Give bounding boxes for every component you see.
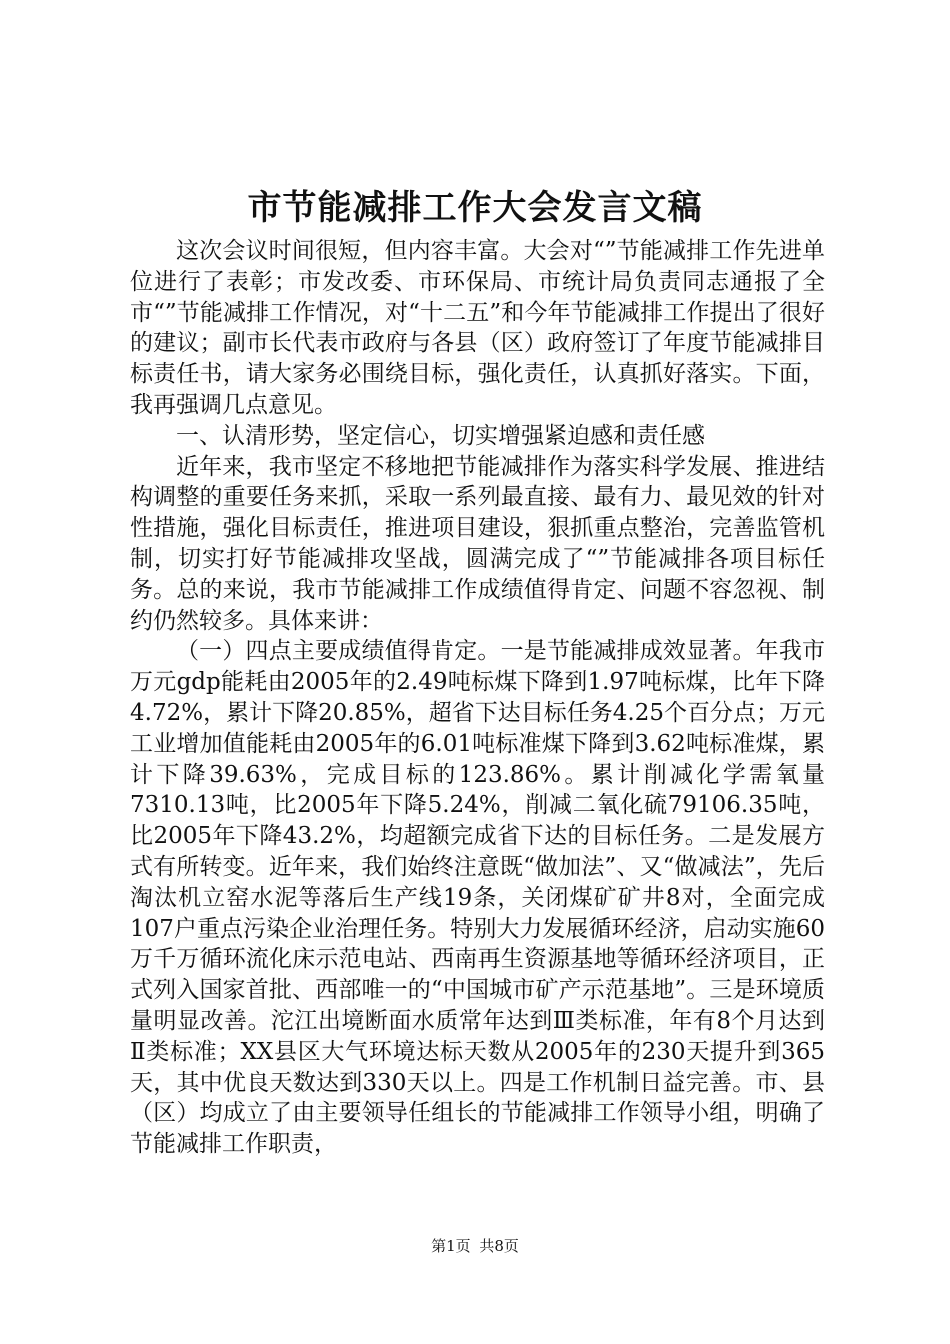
achievements-paragraph: （一）四点主要成绩值得肯定。一是节能减排成效显著。年我市万元gdp能耗由2005年的2.49吨标煤下降到1.97吨标煤，比年下降4.72%，累计下降20.85%，超省下达目标任务4.25个百分点；万元工业增加值能耗由2005年的6.01吨标准煤下降到3.62吨标准煤，累计下降39.63%，完成目标的123.86%。累计削减化学需氧量7310.13吨，比2005年下降5.24%，削减二氧化硫79106.35吨，比2005年下降43.2%，均超额完成省下达的目标任务。二是发展方式有所转变。近年来，我们始终注意既“做加法”、又“做减法”，先后淘汰机立窑水泥等落后生产线19条，关闭煤矿矿井8对，全面完成107户重点污染企业治理任务。特别大力发展循环经济，启动实施60万千万循环流化床示范电站、西南再生资源基地等循环经济项目，正式列入国家首批、西部唯一的“中国城市矿产示范基地”。三是环境质量明显改善。沱江出境断面水质常年达到Ⅲ类标准，年有8个月达到Ⅱ类标准；XX县区大气环境达标天数从2005年的230天提升到365天，其中优良天数达到330天以上。四是工作机制日益完善。市、县（区）均成立了由主要领导任组长的节能减排工作领导小组，明确了节能减排工作职责， [130,638,825,1158]
section-paragraph: 近年来，我市坚定不移地把节能减排作为落实科学发展、推进结构调整的重要任务来抓，采取一系列最直接、最有力、最见效的针对性措施，强化目标责任，推进项目建设，狠抓重点整治，完善监管机制，切实打好节能减排攻坚战，圆满完成了“”节能减排各项目标任务。总的来说，我市节能减排工作成绩值得肯定、问题不容忽视、制约仍然较多。具体来讲： [130,453,825,634]
page-total: 共8页 [479,1237,519,1255]
section-heading: 一、认清形势，坚定信心，切实增强紧迫感和责任感 [176,422,705,449]
page-number: 第1页 [431,1237,471,1255]
document-body [130,236,825,1160]
page-footer [0,1236,950,1256]
intro-paragraph: 这次会议时间很短，但内容丰富。大会对“”节能减排工作先进单位进行了表彰；市发改委、市环保局、市统计局负责同志通报了全市“”节能减排工作情况，对“十二五”和今年节能减排工作提出了很好的建议；副市长代表市政府与各县（区）政府签订了年度节能减排目标责任书，请大家务必围绕目标，强化责任，认真抓好落实。下面，我再强调几点意见。 [130,238,825,418]
document-title: 市节能减排工作大会发言文稿 [247,188,703,228]
